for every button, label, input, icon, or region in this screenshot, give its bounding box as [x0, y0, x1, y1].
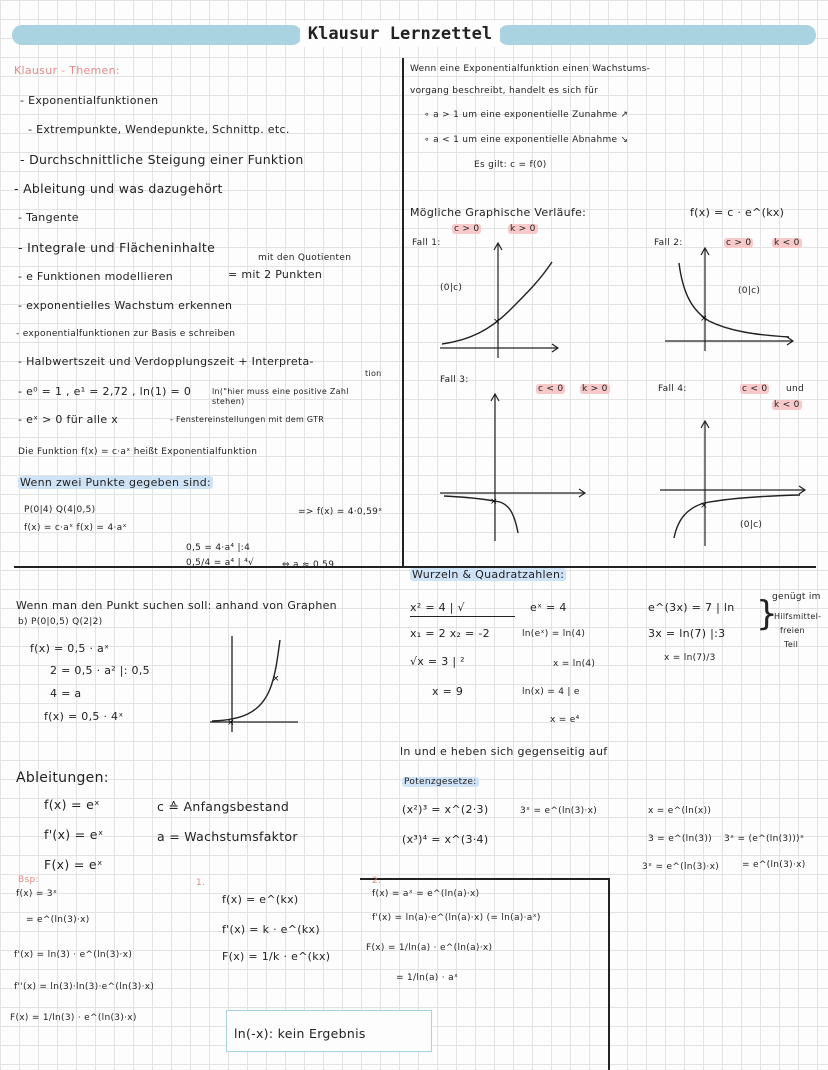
roots-b2: ln(eˣ) = ln(4) [522, 629, 586, 639]
derivative-f1: f'(x) = eˣ [44, 827, 104, 842]
two-points-step2-result: ⇔ a ≈ 0,59 [282, 560, 335, 570]
case-1-label: 1. [196, 878, 206, 888]
graphs-heading: Mögliche Graphische Verläufe: [410, 206, 587, 219]
fall4-k [772, 400, 802, 411]
roots-c1: e^(3x) = 7 | ln [648, 601, 735, 614]
fall4-point: (0|c) [740, 520, 763, 530]
topic-item: - e Funktionen modellieren [18, 270, 174, 283]
svg-text:×: × [272, 674, 280, 684]
a-definition: a = Wachstumsfaktor [157, 829, 298, 844]
svg-text:×: × [227, 718, 235, 728]
case-1-F: F(x) = 1/k · e^(kx) [222, 950, 331, 963]
fall2-c-text: c > 0 [726, 238, 752, 248]
fall4-c-text: c < 0 [742, 384, 768, 394]
topic-item: - Ableitung und was dazugehört [14, 181, 223, 196]
topic-note-punkten: = mit 2 Punkten [228, 268, 323, 281]
example-b3: f'(x) = ln(3) · e^(ln(3)·x) [14, 950, 133, 960]
case-2-F: F(x) = 1/ln(a) · e^(ln(a)·x) [366, 943, 493, 953]
two-points-general: f(x) = c·aˣ f(x) = 4·aˣ [24, 523, 127, 533]
topic-item: - Integrale und Flächeninhalte [18, 240, 216, 255]
topic-item-cont: tion [365, 369, 382, 378]
function-definition: Die Funktion f(x) = c·aˣ heißt Exponentialfunktion [18, 447, 258, 457]
fall1-c [452, 224, 481, 235]
two-points-result: => f(x) = 4·0,59ˣ [298, 507, 383, 517]
title-bar-right [498, 25, 816, 45]
topic-item: - Durchschnittliche Steigung einer Funktion [20, 152, 304, 167]
fall2-k-text: k < 0 [774, 238, 800, 248]
ln-negative-note: ln(-x): kein Ergebnis [234, 1026, 366, 1041]
growth-l4: ∘ a < 1 um eine exponentielle Abnahme ↘ [424, 135, 629, 145]
svg-text:×: × [493, 317, 501, 327]
roots-note4: Teil [784, 640, 799, 649]
graphs-formula: f(x) = c · e^(kx) [690, 206, 785, 219]
roots-a3: √x = 3 | ² [410, 655, 465, 668]
fall1-graph [440, 240, 560, 360]
example-b2: = e^(ln(3)·x) [26, 915, 90, 925]
roots-b3: x = ln(4) [553, 659, 596, 669]
two-points-points: P(0|4) Q(4|0,5) [24, 505, 96, 515]
case-2-f1: f'(x) = ln(a)·e^(ln(a)·x) (= ln(a)·aˣ) [372, 913, 541, 923]
roots-b4: ln(x) = 4 | e [522, 687, 580, 697]
laws-l1: (x²)³ = x^(2·3) [402, 803, 489, 816]
fall1-label: Fall 1: [412, 238, 441, 248]
roots-cancel: ln und e heben sich gegenseitig auf [400, 745, 608, 758]
graph-point-heading: Wenn man den Punkt suchen soll: anhand von Graphen [16, 599, 337, 612]
fall4-c [740, 384, 769, 395]
topic-item: - Tangente [18, 211, 79, 224]
fall1-point: (0|c) [440, 283, 463, 293]
topic-note-quotienten: mit den Quotienten [258, 253, 352, 263]
example-label: Bsp: [18, 875, 39, 885]
roots-heading [410, 568, 566, 581]
topic-item: - Halbwertszeit und Verdopplungszeit + Interpreta- [18, 355, 314, 368]
svg-text:×: × [700, 314, 708, 324]
example-b1: f(x) = 3ˣ [16, 889, 58, 899]
main-vertical-divider [402, 58, 404, 566]
roots-b1: eˣ = 4 [530, 601, 567, 614]
growth-l3: ∘ a > 1 um eine exponentielle Zunahme ↗ [424, 110, 629, 120]
fall2-graph [665, 245, 795, 355]
laws-r1: x = e^(ln(x)) [648, 806, 712, 816]
case-2-label: 2. [372, 876, 382, 886]
example-b4: f''(x) = ln(3)·ln(3)·e^(ln(3)·x) [14, 982, 155, 992]
fall3-k-text: k > 0 [582, 384, 608, 394]
case-2-F-alt: = 1/ln(a) · aˣ [396, 973, 459, 983]
roots-a1: x² = 4 | √ [410, 601, 465, 614]
roots-heading-text: Wurzeln & Quadratzahlen: [412, 568, 565, 581]
topic-item: - eˣ > 0 für alle x [18, 413, 119, 426]
graph-point-b: b) P(0|0,5) Q(2|2) [18, 617, 103, 627]
roots-note1: genügt im [772, 592, 821, 602]
roots-a4: x = 9 [432, 685, 464, 698]
roots-a2: x₁ = 2 x₂ = -2 [410, 627, 490, 640]
laws-r2: 3 = e^(ln(3)) [648, 834, 712, 844]
c-definition: c ≙ Anfangsbestand [157, 799, 290, 814]
example-b5: F(x) = 1/ln(3) · e^(ln(3)·x) [10, 1013, 137, 1023]
fall4-graph [660, 418, 810, 548]
roots-brace: } [756, 594, 778, 634]
laws-r4: 3ˣ = (e^(ln(3)))ˣ [724, 834, 805, 844]
roots-b5: x = e⁴ [550, 715, 580, 725]
gtr-note: - Fenstereinstellungen mit dem GTR [170, 415, 325, 424]
laws-l3: 3ˣ = e^(ln(3)·x) [520, 806, 598, 816]
fall1-k [508, 224, 538, 235]
laws-heading-text: Potenzgesetze: [404, 777, 477, 787]
laws-r3: 3ˣ = e^(ln(3)·x) [642, 862, 720, 872]
fall1-c-text: c > 0 [454, 224, 480, 234]
roots-note3: freien [780, 626, 805, 635]
growth-l2: vorgang beschreibt, handelt es sich für [410, 86, 599, 96]
bottom-box-top [360, 878, 610, 880]
fall3-graph [440, 393, 590, 543]
fall4-label: Fall 4: [658, 384, 687, 394]
roots-sep [410, 616, 515, 617]
derivative-F: F(x) = eˣ [44, 857, 103, 872]
case-1-f: f(x) = e^(kx) [222, 893, 299, 906]
fall3-c-text: c < 0 [538, 384, 564, 394]
topic-item: - exponentialfunktionen zur Basis e schreiben [16, 329, 236, 339]
svg-text:×: × [700, 501, 708, 511]
topic-item: - e⁰ = 1 , e¹ = 2,72 , ln(1) = 0 [18, 385, 192, 398]
topics-heading: Klausur - Themen: [14, 64, 120, 77]
fall4-und: und [786, 384, 805, 394]
laws-heading [402, 777, 479, 788]
ln-note: ln("hier muss eine positive Zahl stehen) [212, 387, 349, 406]
fall4-k-text: k < 0 [774, 400, 800, 410]
fall2-point: (0|c) [738, 286, 761, 296]
graph-point-l4: f(x) = 0,5 · 4ˣ [44, 710, 124, 723]
fall1-k-text: k > 0 [510, 224, 536, 234]
svg-text:×: × [490, 497, 498, 507]
topic-item: - Extrempunkte, Wendepunkte, Schnittp. etc. [28, 123, 290, 136]
derivative-f: f(x) = eˣ [44, 797, 100, 812]
two-points-heading [18, 476, 213, 489]
growth-sketch-graph [210, 634, 300, 734]
growth-l1: Wenn eine Exponentialfunktion einen Wachstums- [410, 64, 651, 74]
laws-r5: = e^(ln(3)·x) [742, 860, 806, 870]
two-points-step1: 0,5 = 4·a⁴ |:4 [186, 543, 251, 553]
topic-item: - Exponentialfunktionen [20, 94, 159, 107]
case-2-f: f(x) = aˣ = e^(ln(a)·x) [372, 889, 480, 899]
roots-note2: Hilfsmittel- [774, 612, 822, 621]
derivatives-heading: Ableitungen: [16, 770, 109, 786]
topic-item: - exponentielles Wachstum erkennen [18, 299, 233, 312]
roots-c3: x = ln(7)/3 [664, 653, 716, 663]
roots-c2: 3x = ln(7) |:3 [648, 627, 726, 640]
title-bar-left [12, 25, 302, 45]
two-points-step2: 0,5/4 = a⁴ | ⁴√ [186, 558, 255, 568]
fall2-label: Fall 2: [654, 238, 683, 248]
case-1-f1: f'(x) = k · e^(kx) [222, 923, 320, 936]
graph-point-l1: f(x) = 0,5 · aˣ [30, 642, 110, 655]
fall3-label: Fall 3: [440, 375, 469, 385]
graph-point-l2: 2 = 0,5 · a² |: 0,5 [50, 664, 150, 677]
graph-point-l3: 4 = a [50, 687, 82, 700]
growth-l5: Es gilt: c = f(0) [474, 160, 547, 170]
laws-l2: (x³)⁴ = x^(3·4) [402, 833, 489, 846]
two-points-heading-text: Wenn zwei Punkte gegeben sind: [20, 476, 212, 489]
bottom-box-right [608, 878, 610, 1070]
page-title: Klausur Lernzettel [300, 21, 500, 47]
